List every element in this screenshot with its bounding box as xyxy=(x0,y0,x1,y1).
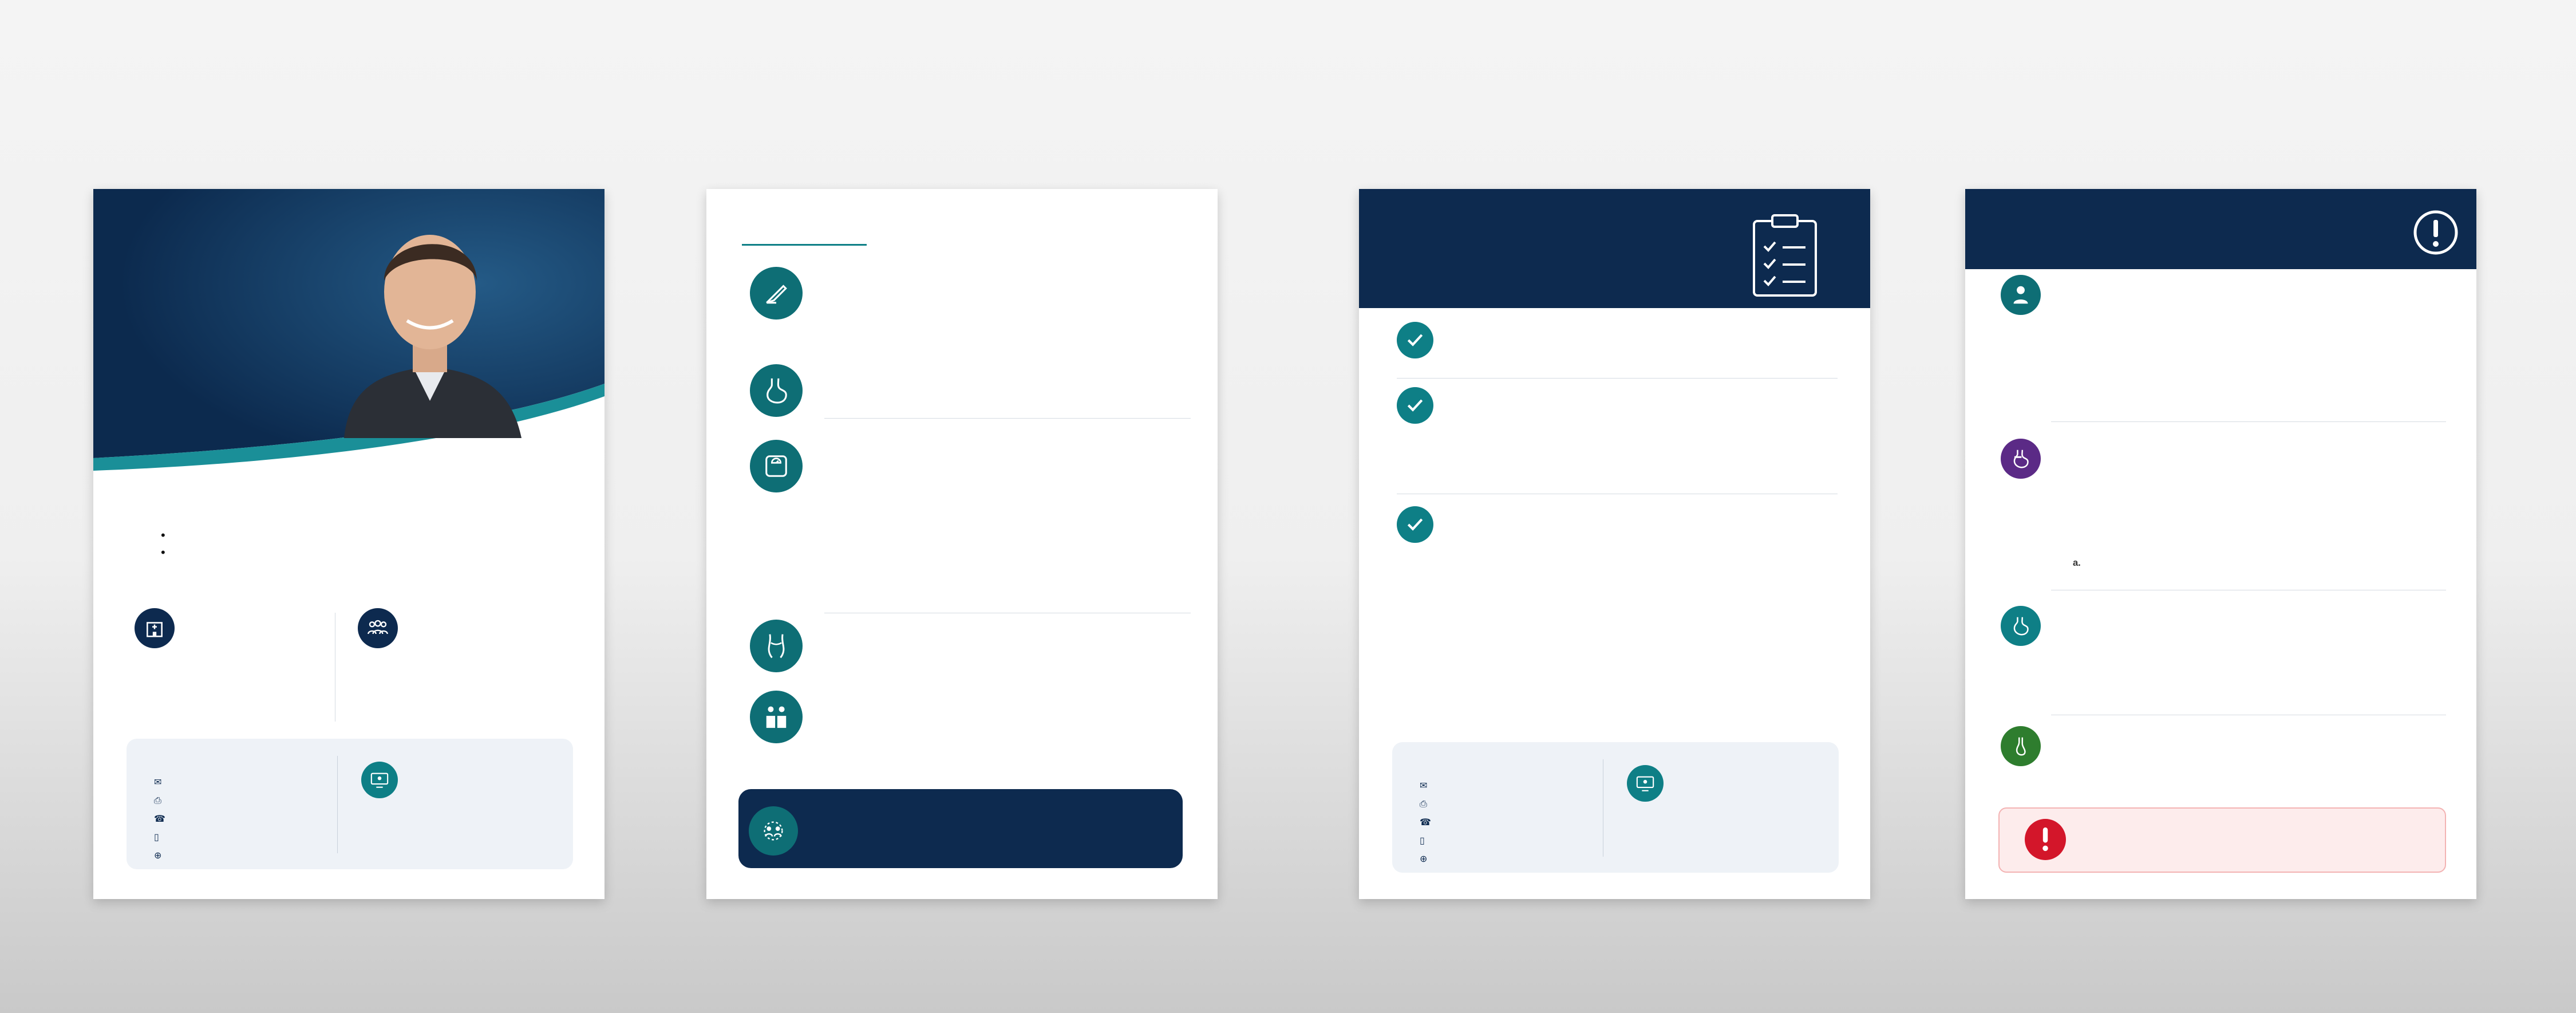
contact-box xyxy=(127,739,573,869)
website-link[interactable] xyxy=(1420,850,1435,868)
telehealth-icon xyxy=(1627,765,1664,802)
fax-icon: ⎙ xyxy=(154,796,161,806)
hospital-icon xyxy=(135,608,175,648)
banding-sub-item: a. xyxy=(2073,558,2081,568)
website-link[interactable] xyxy=(154,846,169,865)
alert-icon xyxy=(2413,210,2459,255)
scalpel-icon xyxy=(750,267,803,320)
contact-details xyxy=(1420,776,1435,868)
body-icon xyxy=(750,620,803,672)
contact-box xyxy=(1392,742,1839,873)
family-icon xyxy=(750,691,803,743)
group-icon xyxy=(749,806,798,856)
pamphlet-1-back xyxy=(706,189,1218,899)
mobile-icon: ▯ xyxy=(1420,836,1425,846)
info-banner xyxy=(738,789,1183,868)
stomach-icon xyxy=(750,364,803,417)
important-box xyxy=(1998,807,2446,873)
warning-icon xyxy=(2025,819,2066,860)
check-icon xyxy=(1397,322,1433,358)
email-link[interactable] xyxy=(1420,776,1435,795)
email-link[interactable] xyxy=(154,773,169,791)
phone-icon: ☎ xyxy=(1420,818,1431,827)
fax-icon: ⎙ xyxy=(1420,799,1427,809)
head-of-unit-bullet: • xyxy=(161,545,172,559)
doctor-portrait xyxy=(327,212,533,438)
contact-details xyxy=(154,773,169,865)
mail-icon: ✉ xyxy=(154,778,162,787)
bypass-icon xyxy=(2001,606,2041,646)
check-icon xyxy=(1397,506,1433,543)
mobile-icon: ▯ xyxy=(154,833,159,842)
pamphlet-2-back xyxy=(1965,189,2476,899)
fax xyxy=(1420,795,1435,813)
band-icon xyxy=(2001,439,2041,479)
phone[interactable] xyxy=(1420,813,1435,831)
experience-bullet: • xyxy=(161,528,172,542)
fax xyxy=(154,791,169,810)
pamphlet-2-front xyxy=(1359,189,1870,899)
body-contouring-title xyxy=(824,628,832,643)
divider xyxy=(1397,378,1838,379)
person-icon xyxy=(2001,275,2041,315)
clipboard-icon xyxy=(1748,213,1823,299)
sleeve-icon xyxy=(2001,726,2041,766)
header-band xyxy=(1965,189,2476,269)
pamphlet-1-front xyxy=(93,189,605,899)
telehealth-icon xyxy=(361,762,398,798)
divider xyxy=(2051,421,2446,422)
globe-icon: ⊕ xyxy=(1420,854,1428,864)
mail-icon: ✉ xyxy=(1420,781,1428,791)
divider xyxy=(337,756,338,853)
mobile[interactable] xyxy=(1420,831,1435,850)
phone[interactable] xyxy=(154,810,169,828)
title-underline xyxy=(742,244,867,246)
mobile[interactable] xyxy=(154,828,169,846)
phone-icon: ☎ xyxy=(154,814,165,824)
scale-icon xyxy=(750,440,803,492)
globe-icon: ⊕ xyxy=(154,851,162,861)
people-icon xyxy=(358,608,398,648)
check-icon xyxy=(1397,387,1433,424)
divider xyxy=(824,418,1191,419)
